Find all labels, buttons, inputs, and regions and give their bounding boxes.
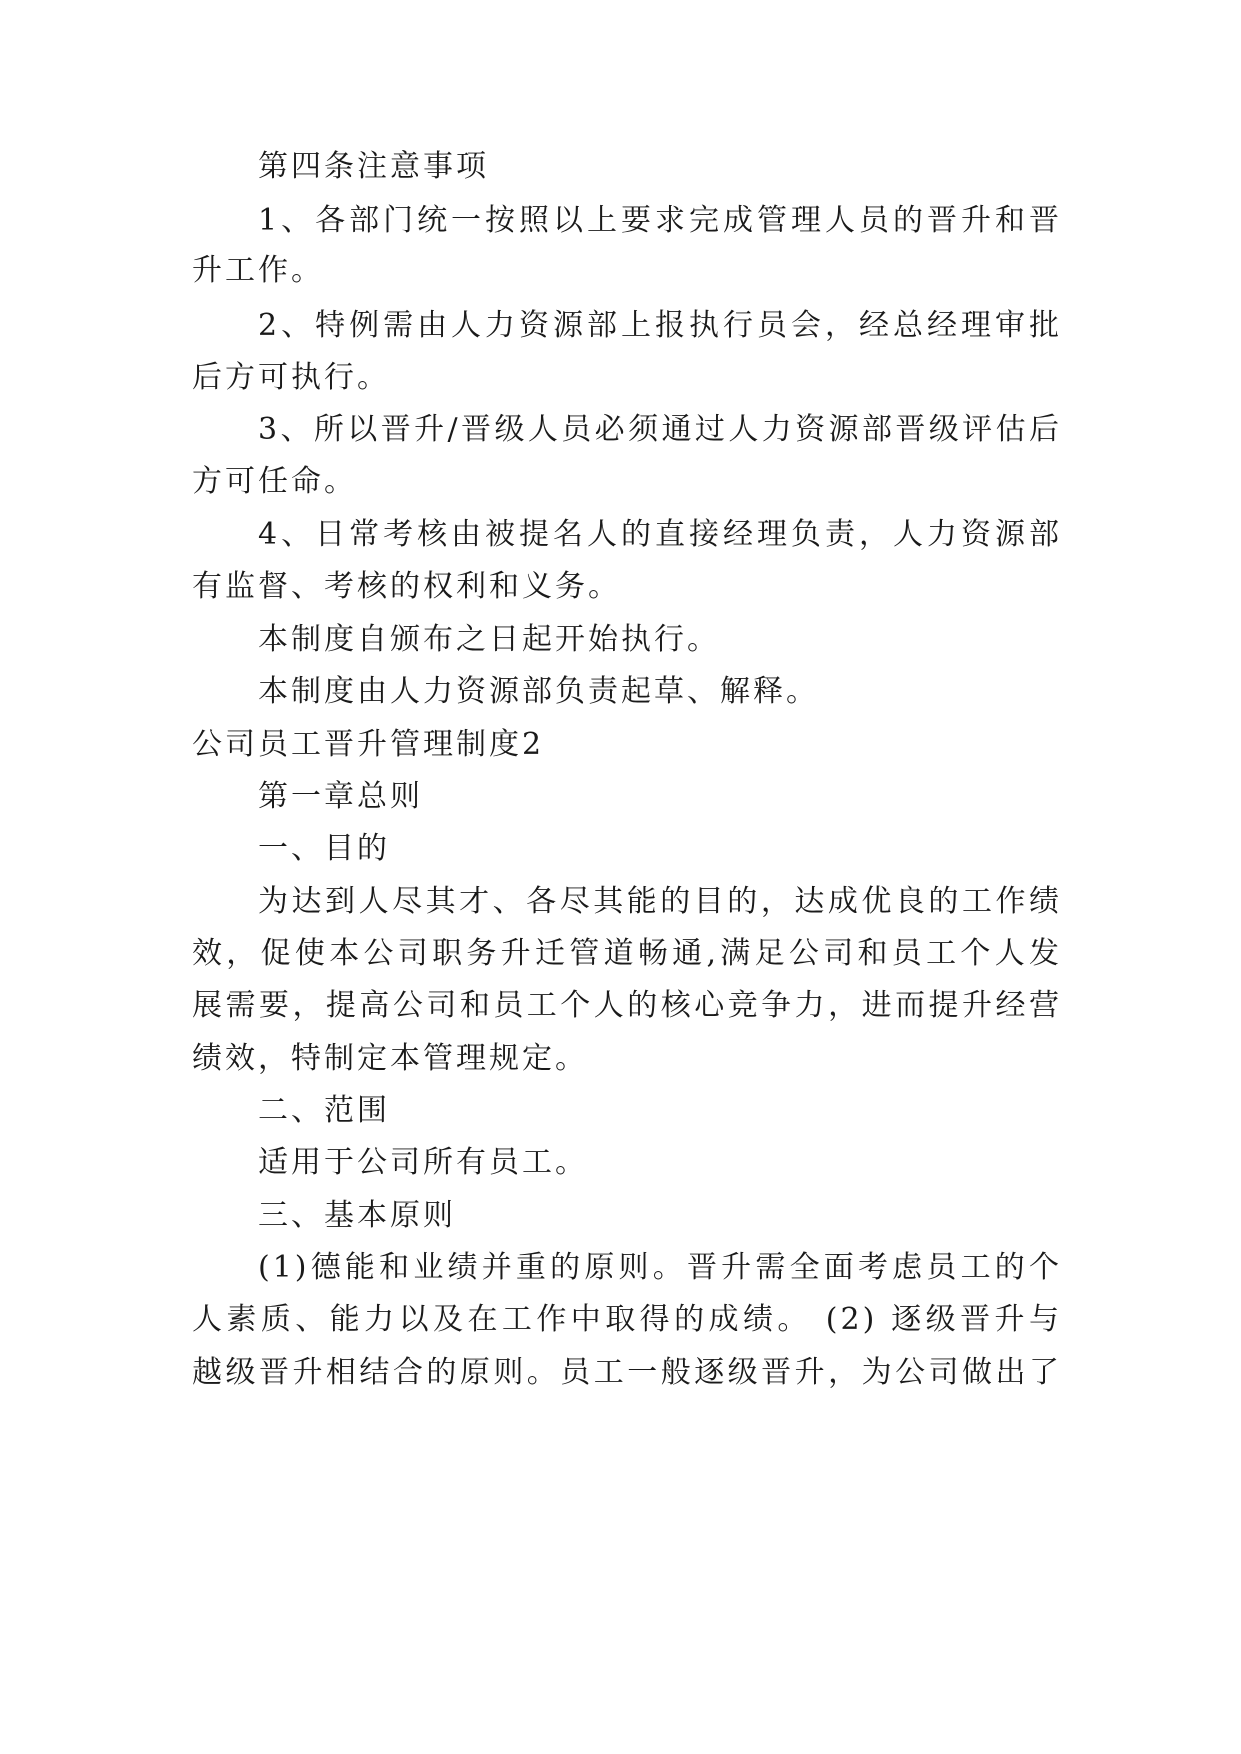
principle-line3: 越级晋升相结合的原则。员工一般逐级晋升，为公司做出了 (192, 1355, 1062, 1390)
purpose-line2: 效，促使本公司职务升迁管道畅通,满足公司和员工个人发 (192, 936, 1062, 971)
purpose-line1: 为达到人尽其才、各尽其能的目的，达成优良的工作绩 (258, 884, 1062, 919)
item2-line1: 2、特例需由人力资源部上报执行员会，经总经理审批 (258, 308, 1062, 343)
principles-heading: 三、基本原则 (258, 1198, 456, 1233)
item2-line2: 后方可执行。 (192, 360, 390, 395)
purpose-line3: 展需要，提高公司和员工个人的核心竞争力，进而提升经营 (192, 988, 1062, 1023)
item4-line1: 4、日常考核由被提名人的直接经理负责，人力资源部 (258, 517, 1062, 552)
item3-line1: 3、所以晋升/晋级人员必须通过人力资源部晋级评估后 (258, 412, 1062, 447)
scope-heading: 二、范围 (258, 1093, 390, 1128)
chapter1-heading: 第一章总则 (258, 779, 423, 814)
purpose-line4: 绩效，特制定本管理规定。 (192, 1041, 588, 1076)
principle-line2: 人素质、能力以及在工作中取得的成绩。 (2) 逐级晋升与 (192, 1302, 1062, 1337)
principle-line1: (1)德能和业绩并重的原则。晋升需全面考虑员工的个 (258, 1250, 1062, 1285)
doc2-title: 公司员工晋升管理制度2 (192, 727, 545, 762)
item1-line1: 1、各部门统一按照以上要求完成管理人员的晋升和晋 (258, 203, 1062, 238)
purpose-heading: 一、目的 (258, 831, 390, 866)
scope-text: 适用于公司所有员工。 (258, 1145, 588, 1180)
item1-line2: 升工作。 (192, 253, 324, 288)
item4-line2: 有监督、考核的权利和义务。 (192, 569, 621, 604)
drafting-note: 本制度由人力资源部负责起草、解释。 (258, 674, 819, 709)
item3-line2: 方可任命。 (192, 464, 357, 499)
effective-note: 本制度自颁布之日起开始执行。 (258, 622, 720, 657)
section4-heading: 第四条注意事项 (258, 149, 489, 184)
